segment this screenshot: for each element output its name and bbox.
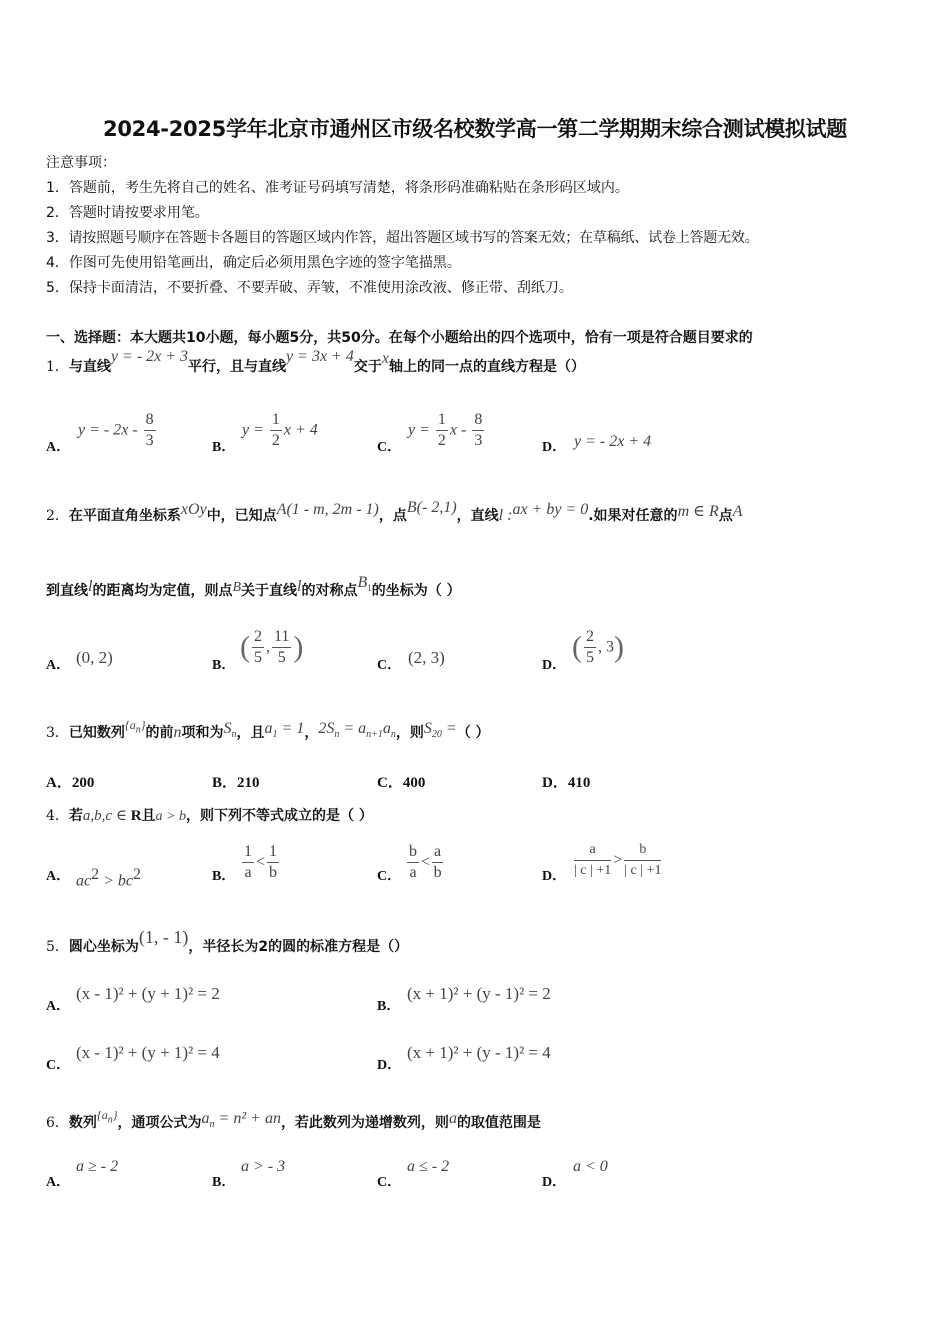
page-title: 2024-2025学年北京市通州区市级名校数学高一第二学期期末综合测试模拟试题 (103, 117, 847, 141)
math-expr: y = - 2x + 3 (110, 348, 189, 365)
option-label: A． (46, 1175, 71, 1190)
question-number: 5． (46, 939, 69, 955)
q2-option-a: (0, 2) (76, 648, 113, 667)
notice-item: 2．答题时请按要求用笔。 (46, 205, 209, 221)
question-6-stem: 6．数列$\{a_n\}$，通项公式为$a_n = n^2$ + an，若此数列为递增数列，则a的取值范围是 (46, 1108, 541, 1131)
option-label: D． (377, 1058, 402, 1073)
q4-option-d: $\frac{a}{| c | +1}$ > $\frac{b}{| c | +1}$ (574, 842, 662, 878)
q2-option-b: ( $\frac{2}{5}$ , $\frac{11}{5}$ ) (240, 628, 304, 666)
section-heading: 一、选择题：本大题共10小题，每小题5分，共50分。在每个小题给出的四个选项中，恰有一项是符合题目要求的 (46, 330, 753, 346)
math-expr: x (381, 350, 389, 367)
question-number: 6． (46, 1115, 69, 1131)
q1-option-c: y = $\frac{1}{2}$ x - $\frac{8}{3}$ (408, 411, 483, 449)
q5-option-c: (x - 1)² + (y + 1)² = 4 (76, 1043, 220, 1062)
option-label: D． (542, 869, 567, 884)
q4-option-a: $ac^2 > bc^2$ (76, 866, 142, 890)
option-label: B． (212, 869, 236, 884)
q6-option-a: a ≥ - 2 (76, 1158, 119, 1175)
option-label: B． (212, 658, 236, 673)
question-4-stem: 4．若a,b,c ∈ R且a > b，则下列不等式成立的是（ ） (46, 808, 373, 824)
option-label: A． (46, 440, 71, 455)
q4-option-b: $\frac{1}{a}$ < $\frac{1}{b}$ (244, 843, 278, 881)
option-label: B． (212, 440, 236, 455)
notice-item: 5．保持卡面清洁，不要折叠、不要弄破、弄皱，不准使用涂改液、修正带、刮纸刀。 (46, 280, 573, 296)
q5-option-b: (x + 1)² + (y - 1)² = 2 (407, 984, 551, 1003)
option-label: C． (377, 440, 402, 455)
q4-option-c: $\frac{b}{a}$ < $\frac{a}{b}$ (409, 843, 442, 881)
q2-option-d: ( $\frac{2}{5}$ , 3) (572, 628, 624, 666)
option-label: A． (46, 869, 71, 884)
option-label: D． (542, 440, 567, 455)
question-number: 4． (46, 808, 69, 824)
q3-option-b: B．210 (212, 775, 260, 791)
q6-option-d: a < 0 (573, 1158, 608, 1175)
question-3-stem: 3．已知数列$\{a_n\}$的前n项和为$S_n$，且$a_1 = 1$，$2S_n = a_{n+1}a_n$，则$S_{20}$ =（ ） (46, 718, 490, 741)
q6-option-b: a > - 3 (241, 1158, 286, 1175)
option-label: A． (46, 658, 71, 673)
question-number: 3． (46, 725, 69, 741)
question-5-stem: 5．圆心坐标为(1, - 1)，半径长为2的圆的标准方程是（） (46, 927, 409, 955)
q1-option-b: y = $\frac{1}{2}$ x + 4 (242, 411, 318, 449)
question-1-stem: 1．与直线y = - 2x + 3平行，且与直线y = 3x + 4交于x轴上的同一点的直线方程是（） (46, 348, 585, 375)
q3-option-a: A．200 (46, 775, 95, 791)
option-label: B． (212, 1175, 236, 1190)
math-expr: y = 3x + 4 (286, 348, 354, 365)
q5-option-a: (x - 1)² + (y + 1)² = 2 (76, 984, 220, 1003)
option-label: D． (542, 1175, 567, 1190)
option-label: B． (377, 999, 401, 1014)
option-label: A． (46, 999, 71, 1014)
notice-item: 4．作图可先使用铅笔画出，确定后必须用黑色字迹的签字笔描黑。 (46, 255, 461, 271)
notice-item: 3．请按照题号顺序在答题卡各题目的答题区域内作答，超出答题区域书写的答案无效；在草稿纸、试卷上答题无效。 (46, 230, 759, 246)
option-label: D． (542, 658, 567, 673)
question-number: 2． (46, 508, 69, 524)
option-label: C． (377, 658, 402, 673)
question-2-stem: 2．在平面直角坐标系xOy中，已知点A(1 - m, 2m - 1)，点B(- 2,1)，直线l :ax + by = 0.如果对任意的m ∈ R点A (46, 499, 743, 524)
q3-option-c: C．400 (377, 775, 426, 791)
option-label: C． (377, 1175, 402, 1190)
q6-option-c: a ≤ - 2 (407, 1158, 450, 1175)
question-2-stem-line2: 到直线l的距离均为定值，则点B关于直线l的对称点$B_1$的坐标为（ ） (46, 574, 461, 599)
q3-option-d: D．410 (542, 775, 591, 791)
option-label: C． (46, 1058, 71, 1073)
q1-option-d: y = - 2x + 4 (574, 433, 652, 450)
option-label: C． (377, 869, 402, 884)
notice-heading: 注意事项： (46, 155, 116, 171)
q5-option-d: (x + 1)² + (y - 1)² = 4 (407, 1043, 551, 1062)
notice-item: 1．答题前，考生先将自己的姓名、准考证号码填写清楚，将条形码准确粘贴在条形码区域内。 (46, 180, 629, 196)
q1-option-a: y = - 2x - $\frac{8}{3}$ (78, 411, 154, 449)
q2-option-c: (2, 3) (408, 648, 445, 667)
question-number: 1． (46, 359, 69, 375)
